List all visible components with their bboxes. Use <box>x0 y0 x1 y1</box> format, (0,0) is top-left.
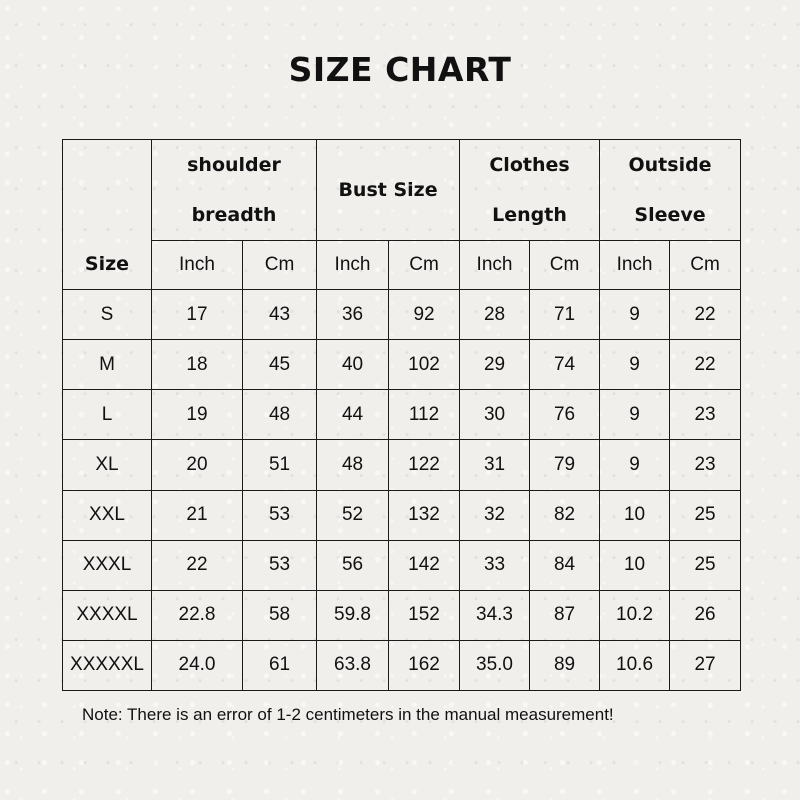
sleeve-inch-cell: 9 <box>600 390 670 440</box>
measurement-note: Note: There is an error of 1-2 centimeters in the manual measurement! <box>82 705 614 724</box>
header-outside-sleeve <box>600 140 741 241</box>
bust-cm-cell: 92 <box>389 290 460 340</box>
unit-cm: Cm <box>389 241 460 290</box>
shoulder-inch-cell: 24.0 <box>152 640 243 690</box>
size-label: XL <box>63 440 152 490</box>
header-shoulder-breadth <box>152 140 317 241</box>
length-cm-cell: 84 <box>530 540 600 590</box>
length-inch-cell: 30 <box>460 390 530 440</box>
shoulder-cm-cell: 51 <box>243 440 317 490</box>
length-cm-cell: 79 <box>530 440 600 490</box>
length-inch-cell: 34.3 <box>460 590 530 640</box>
size-label: M <box>63 340 152 390</box>
length-inch-cell: 32 <box>460 490 530 540</box>
size-label: XXL <box>63 490 152 540</box>
unit-inch: Inch <box>600 241 670 290</box>
sleeve-cm-cell: 25 <box>670 540 741 590</box>
length-cm-cell: 76 <box>530 390 600 440</box>
sleeve-inch-cell: 10 <box>600 490 670 540</box>
sleeve-cm-cell: 23 <box>670 390 741 440</box>
header-length-line1: Clothes <box>489 154 570 176</box>
bust-cm-cell: 152 <box>389 590 460 640</box>
header-shoulder-line2: breadth <box>191 204 277 226</box>
length-cm-cell: 71 <box>530 290 600 340</box>
length-cm-cell: 89 <box>530 640 600 690</box>
sleeve-inch-cell: 10.6 <box>600 640 670 690</box>
page-title: SIZE CHART <box>288 50 512 89</box>
shoulder-inch-cell: 20 <box>152 440 243 490</box>
shoulder-inch-cell: 18 <box>152 340 243 390</box>
length-inch-cell: 28 <box>460 290 530 340</box>
bust-inch-cell: 59.8 <box>317 590 389 640</box>
length-inch-cell: 31 <box>460 440 530 490</box>
unit-inch: Inch <box>460 241 530 290</box>
size-label: L <box>63 390 152 440</box>
bust-inch-cell: 63.8 <box>317 640 389 690</box>
shoulder-cm-cell: 53 <box>243 490 317 540</box>
bust-cm-cell: 142 <box>389 540 460 590</box>
shoulder-inch-cell: 22.8 <box>152 590 243 640</box>
table-row <box>63 540 741 590</box>
bust-inch-cell: 56 <box>317 540 389 590</box>
sleeve-cm-cell: 22 <box>670 290 741 340</box>
bust-inch-cell: 52 <box>317 490 389 540</box>
sleeve-cm-cell: 27 <box>670 640 741 690</box>
size-label: XXXXL <box>63 590 152 640</box>
header-row-groups <box>63 140 741 241</box>
header-row-units <box>63 241 741 290</box>
size-label: XXXXXL <box>63 640 152 690</box>
length-inch-cell: 33 <box>460 540 530 590</box>
bust-cm-cell: 132 <box>389 490 460 540</box>
sleeve-cm-cell: 26 <box>670 590 741 640</box>
shoulder-inch-cell: 21 <box>152 490 243 540</box>
sleeve-inch-cell: 9 <box>600 340 670 390</box>
bust-cm-cell: 162 <box>389 640 460 690</box>
size-label: S <box>63 290 152 340</box>
table-row <box>63 590 741 640</box>
header-clothes-length <box>460 140 600 241</box>
unit-inch: Inch <box>152 241 243 290</box>
sleeve-inch-cell: 10.2 <box>600 590 670 640</box>
shoulder-cm-cell: 53 <box>243 540 317 590</box>
header-bust-size: Bust Size <box>317 140 460 241</box>
sleeve-inch-cell: 9 <box>600 290 670 340</box>
size-chart-table <box>62 139 741 691</box>
unit-cm: Cm <box>670 241 741 290</box>
length-inch-cell: 29 <box>460 340 530 390</box>
bust-inch-cell: 40 <box>317 340 389 390</box>
bust-inch-cell: 36 <box>317 290 389 340</box>
unit-inch: Inch <box>317 241 389 290</box>
size-label: XXXL <box>63 540 152 590</box>
table-row <box>63 290 741 340</box>
header-shoulder-line1: shoulder <box>187 154 281 176</box>
unit-cm: Cm <box>530 241 600 290</box>
table-row <box>63 490 741 540</box>
shoulder-cm-cell: 45 <box>243 340 317 390</box>
shoulder-cm-cell: 48 <box>243 390 317 440</box>
length-cm-cell: 82 <box>530 490 600 540</box>
shoulder-cm-cell: 58 <box>243 590 317 640</box>
table-row <box>63 640 741 690</box>
bust-cm-cell: 102 <box>389 340 460 390</box>
length-cm-cell: 87 <box>530 590 600 640</box>
table-row <box>63 390 741 440</box>
bust-cm-cell: 112 <box>389 390 460 440</box>
table-row <box>63 440 741 490</box>
header-sleeve-line2: Sleeve <box>634 204 706 226</box>
length-inch-cell: 35.0 <box>460 640 530 690</box>
shoulder-cm-cell: 61 <box>243 640 317 690</box>
bust-cm-cell: 122 <box>389 440 460 490</box>
shoulder-inch-cell: 22 <box>152 540 243 590</box>
sleeve-cm-cell: 23 <box>670 440 741 490</box>
shoulder-inch-cell: 17 <box>152 290 243 340</box>
length-cm-cell: 74 <box>530 340 600 390</box>
header-sleeve-line1: Outside <box>628 154 712 176</box>
table-row <box>63 340 741 390</box>
bust-inch-cell: 44 <box>317 390 389 440</box>
header-length-line2: Length <box>492 204 567 226</box>
bust-inch-cell: 48 <box>317 440 389 490</box>
header-size: Size <box>63 140 152 290</box>
sleeve-inch-cell: 10 <box>600 540 670 590</box>
sleeve-cm-cell: 25 <box>670 490 741 540</box>
sleeve-inch-cell: 9 <box>600 440 670 490</box>
shoulder-cm-cell: 43 <box>243 290 317 340</box>
shoulder-inch-cell: 19 <box>152 390 243 440</box>
sleeve-cm-cell: 22 <box>670 340 741 390</box>
unit-cm: Cm <box>243 241 317 290</box>
